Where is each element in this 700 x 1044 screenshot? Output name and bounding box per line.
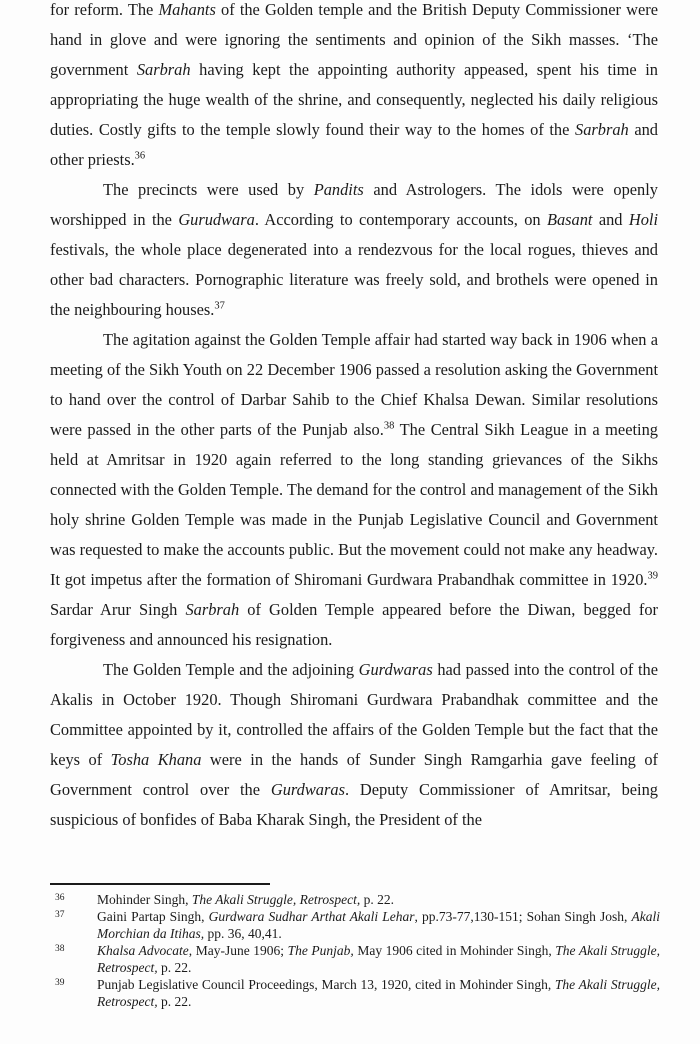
document-body	[50, 0, 658, 835]
text-run: . Deputy Commissioner of Amritsar, being suspicious of bonfides of Baba Kharak Singh, the President of the	[50, 780, 658, 829]
text-run: May 1906 cited in Mohinder Singh,	[353, 943, 556, 958]
text-run: p. 22.	[360, 892, 394, 907]
italic-text: Holi	[628, 210, 659, 229]
text-run: festivals, the whole place degenerated into a rendezvous for the local rogues, thieves and other bad characters. Pornographic literature was freely sold, and brothels were opened in the neighbouring houses.	[50, 240, 658, 319]
footnote	[50, 891, 660, 908]
italic-text: The Akali Struggle, Retrospect,	[191, 892, 361, 907]
footnote-number: 38	[55, 944, 65, 954]
text-run: Sardar Arur Singh	[50, 600, 186, 619]
italic-text: Mahants	[158, 0, 216, 19]
italic-text: Pandits	[313, 180, 364, 199]
footnote-text	[97, 891, 660, 908]
text-run: for reform. The	[50, 0, 159, 19]
footnote-text	[97, 942, 660, 976]
footnote-ref: 39	[647, 570, 658, 582]
text-run: of the Golden temple and the British Deputy Commissioner were hand in glove and were ignoring the sentiments and opinion of the Sikh masses. ‘The government	[50, 0, 658, 79]
text-run: and	[592, 210, 629, 229]
italic-text: Tosha Khana	[110, 750, 202, 769]
italic-text: Gurdwara Sudhar Arthat Akali Lehar	[208, 909, 415, 924]
text-run: The agitation against the Golden Temple affair had started way back in 1906 when a meeting of the Sikh Youth on 22 December 1906 passed a resolution asking the Government to hand over the control of Darbar Sahib to the Chief Khalsa Dewan. Similar resolutions were passed in the other parts of the Punjab also.	[50, 330, 658, 439]
footnotes-list	[50, 891, 660, 1010]
text-run: were in the hands of Sunder Singh Ramgarhia gave feeling of Government control over the	[50, 750, 658, 799]
paragraph	[50, 655, 658, 835]
italic-text: The Punjab,	[287, 943, 354, 958]
footnote	[50, 976, 660, 1010]
footnote	[50, 942, 660, 976]
text-run: had passed into the control of the Akalis in October 1920. Though Shiromani Gurdwara Prabandhak committee and the Committee appointed by it, controlled the affairs of the Golden Temple but the fact that the keys of	[50, 660, 658, 769]
italic-text: The Akali Struggle, Retrospect,	[97, 943, 660, 975]
text-run: and Astrologers. The idols were openly worshipped in the	[50, 180, 658, 229]
footnote-separator	[50, 883, 270, 885]
text-run: , May-June 1906;	[188, 943, 288, 958]
footnote	[50, 908, 660, 942]
paragraph	[50, 175, 658, 325]
text-run: The precincts were used by	[103, 180, 314, 199]
footnote-text	[97, 976, 660, 1010]
footnote-number: 37	[55, 910, 65, 920]
text-run: Mohinder Singh,	[97, 892, 192, 907]
italic-text: Sarbrah	[575, 120, 629, 139]
text-run: The Golden Temple and the adjoining	[103, 660, 359, 679]
italic-text: The Akali Struggle, Retrospect,	[97, 977, 660, 1009]
footnote-area	[50, 883, 660, 1010]
text-run: , pp.73-77,130-151; Sohan Singh Josh,	[414, 909, 632, 924]
text-run: Gaini Partap Singh,	[97, 909, 209, 924]
italic-text: Khalsa Advocate	[97, 943, 189, 958]
footnote-ref: 38	[383, 420, 395, 432]
text-run: p. 22.	[157, 960, 192, 975]
italic-text: Gurdwaras	[358, 660, 433, 679]
text-run: of Golden Temple appeared before the Diwan, begged for forgiveness and announced his resignation.	[50, 600, 659, 649]
italic-text: Sarbrah	[136, 60, 191, 79]
italic-text: Basant	[546, 210, 593, 229]
italic-text: Gurdwaras	[270, 780, 345, 799]
footnote-text	[97, 908, 660, 942]
text-run: p. 22.	[157, 994, 192, 1009]
italic-text: Sarbrah	[185, 600, 240, 619]
paragraph	[50, 0, 658, 175]
italic-text: Gurudwara	[178, 210, 255, 229]
footnote-number: 39	[55, 978, 65, 988]
paragraph	[50, 325, 658, 655]
footnote-number: 36	[55, 893, 65, 903]
text-run: having kept the appointing authority appeased, spent his time in appropriating the huge wealth of the shrine, and consequently, neglected his daily religious duties. Costly gifts to the temple slowly found their way to the homes of the	[50, 60, 658, 139]
text-run: . According to contemporary accounts, on	[254, 210, 547, 229]
italic-text: Akali Morchian da Itihas,	[97, 909, 660, 941]
text-run: The Central Sikh League in a meeting held at Amritsar in 1920 again referred to the long standing grievances of the Sikhs connected with the Golden Temple. The demand for the control and management of the Sikh holy shrine Golden Temple was made in the Punjab Legislative Council and Government was requested to make the accounts public. But the movement could not make any headway. It got impetus after the formation of Shiromani Gurdwara Prabandhak committee in 1920.	[50, 420, 658, 589]
footnote-ref: 36	[134, 150, 146, 162]
footnote-ref: 37	[214, 300, 225, 312]
text-run: pp. 36, 40,41.	[204, 926, 282, 941]
text-run: and other priests.	[50, 120, 658, 169]
text-run: Punjab Legislative Council Proceedings, March 13, 1920, cited in Mohinder Singh,	[97, 977, 555, 992]
